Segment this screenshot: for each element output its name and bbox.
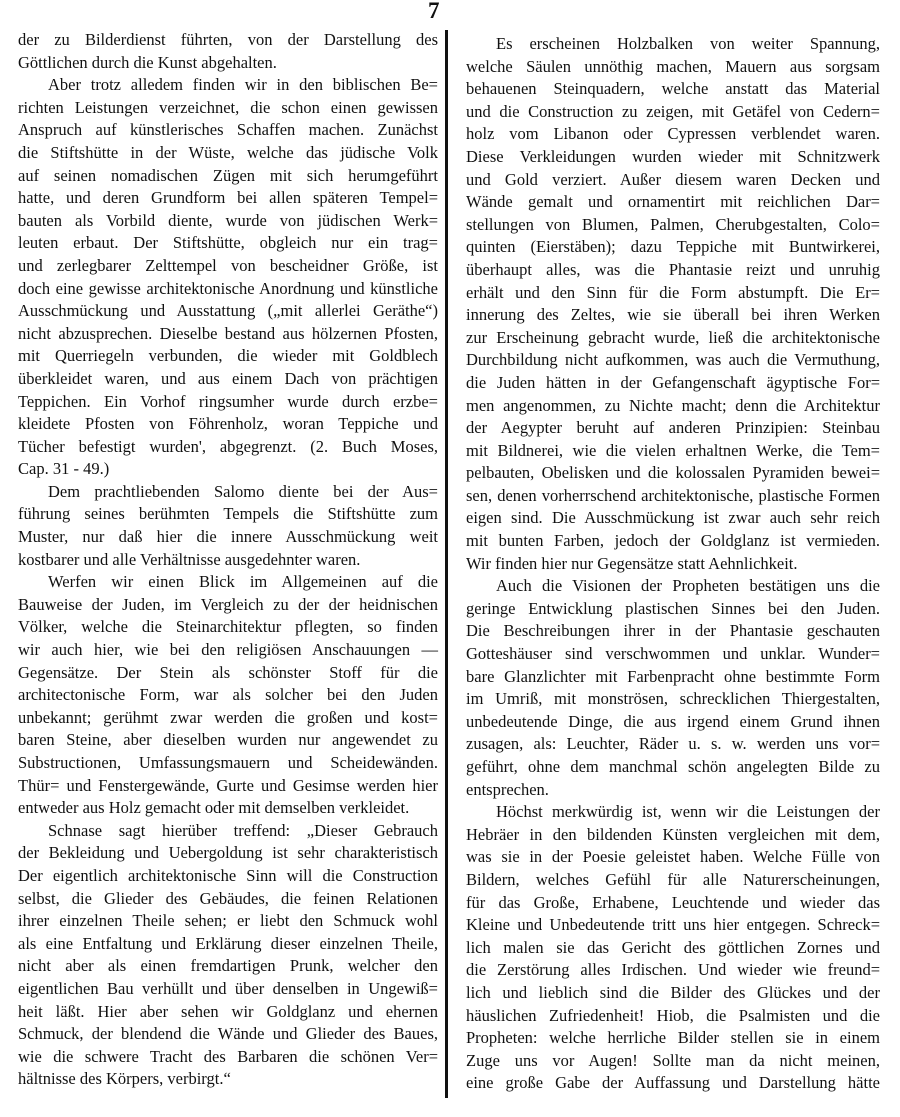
text-line: Wände gemalt und ornamentirt mit reichlichen Dar= <box>466 192 880 212</box>
paragraph <box>466 801 880 1095</box>
paragraph <box>466 33 880 575</box>
text-line: Gotteshäuser sind verschwommen und unklar. Wunder= <box>466 644 880 664</box>
text-line: behauenen Steinquadern, welche anstatt das Material <box>466 79 880 99</box>
text-line: zusagen, als: Leuchter, Räder u. s. w. werden uns vor= <box>466 734 880 754</box>
text-line: geringe Entwicklung plastischen Sinnes bei den Juden. <box>466 598 880 618</box>
text-line: Wir finden hier nur Gegensätze statt Aehnlichkeit. <box>466 553 798 573</box>
text-line: Cap. 31 - 49.) <box>18 459 110 479</box>
text-line: Aber trotz alledem finden wir in den biblischen Be= <box>48 75 438 95</box>
text-line: innerung des Zeltes, wie sie überall bei ihren Werken <box>466 305 880 325</box>
text-line: entweder aus Holz gemacht oder mit demselben verkleidet. <box>18 798 410 818</box>
text-line: überkleidet waren, und aus einem Dach von prächtigen <box>18 368 438 388</box>
paragraph <box>466 575 880 801</box>
text-column-left <box>18 29 438 1091</box>
text-line: Propheten: welche herrliche Bilder stellen sie in einem <box>466 1028 880 1048</box>
text-line: Göttlichen durch die Kunst abgehalten. <box>18 52 277 72</box>
text-line: baren Steine, aber dieselben wurden nur angewendet zu <box>18 730 438 750</box>
text-line: bare Glanzlichter mit Farbenpracht ohne bestimmte Form <box>466 666 880 686</box>
text-line: führung seines berühmten Tempels die Stiftshütte zum <box>18 504 438 524</box>
text-line: zur Erscheinung gebracht wurde, ließ die architektonische <box>466 327 880 347</box>
text-line: Die Beschreibungen ihrer in der Phantasie geschauten <box>466 621 880 641</box>
text-line: Auch die Visionen der Propheten bestätigen uns die <box>496 576 880 596</box>
text-line: Gegensätze. Der Stein als schönster Stoff für die <box>18 662 438 682</box>
text-line: Höchst merkwürdig ist, wenn wir die Leistungen der <box>496 802 880 822</box>
text-line: die Juden hätten in der Gefangenschaft ägyptische For= <box>466 372 880 392</box>
text-line: Hebräer in den bildenden Künsten vergleichen mit dem, <box>466 824 880 844</box>
text-line: doch eine gewisse architektonische Anordnung und künstliche <box>18 278 438 298</box>
text-line: unbekannt; gerühmt zwar werden die großen und kost= <box>18 707 438 727</box>
text-line: Es erscheinen Holzbalken von weiter Spannung, <box>496 34 880 53</box>
text-line: Thür= und Fenstergewände, Gurte und Gesimse werden hier <box>18 775 438 795</box>
text-line: mit Bildnerei, wie die vielen erhaltnen Werke, die Tem= <box>466 440 880 460</box>
text-line: bauten als Vorbild diente, wurde von jüdischen Werk= <box>18 210 438 230</box>
text-line: kostbarer und alle Verhältnisse ausgedehnter waren. <box>18 549 361 569</box>
text-line: kleidete Pfosten von Föhrenholz, woran Teppiche und <box>18 414 438 434</box>
text-line: heit läßt. Hier aber sehen wir Goldglanz und ehernen <box>18 1001 438 1021</box>
text-line: im Umriß, mit monströsen, schrecklichen Thiergestalten, <box>466 689 880 709</box>
text-line: nicht aber als einen fremdartigen Prunk, welcher den <box>18 956 438 976</box>
text-line: und die Construction zu zeigen, mit Getäfel von Cedern= <box>466 101 880 121</box>
text-line: wie die schwere Tracht des Barbaren die schönen Ver= <box>18 1046 438 1066</box>
text-line: holz vom Libanon oder Cypressen verblendet waren. <box>466 124 880 144</box>
text-line: Schmuck, der blendend die Wände und Glieder des Baues, <box>18 1024 438 1044</box>
text-line: Werfen wir einen Blick im Allgemeinen auf die <box>48 572 438 592</box>
text-line: erhält und den Sinn für die Form abstumpft. Die Er= <box>466 282 880 302</box>
text-line: selbst, die Glieder des Gebäudes, die feinen Relationen <box>18 888 438 908</box>
text-line: mit Querriegeln verbunden, die wieder mit Goldblech <box>18 346 438 366</box>
text-line: Zuge uns vor Augen! Sollte man da nicht meinen, <box>466 1050 880 1070</box>
text-line: Anspruch auf künstlerisches Schaffen machen. Zunächst <box>18 120 438 140</box>
text-line: architectonische Form, war als solcher bei den Juden <box>18 685 438 705</box>
text-line: leuten erbaut. Der Stiftshütte, obgleich nur ein trag= <box>18 233 438 253</box>
text-line: Völker, welche die Steinarchitektur pflegten, so finden <box>18 617 438 637</box>
column-divider <box>445 30 448 1098</box>
text-line: welche Säulen unnöthig machen, Mauern aus sorgsam <box>466 56 880 76</box>
text-line: pelbauten, Obelisken und die kolossalen Pyramiden bewei= <box>466 463 880 483</box>
text-line: Bildern, welches Gefühl für alle Naturerscheinungen, <box>466 869 880 889</box>
text-line: Muster, nur daß hier die innere Ausschmückung weit <box>18 527 438 547</box>
text-line: der Bekleidung und Uebergoldung ist sehr charakteristisch <box>18 843 438 863</box>
paragraph <box>18 74 438 481</box>
text-line: Substructionen, Umfassungsmauern und Scheidewänden. <box>18 753 438 772</box>
text-line: Dem prachtliebenden Salomo diente bei der Aus= <box>48 481 438 501</box>
text-line: häuslichen Zufriedenheit! Hiob, die Psalmisten und die <box>466 1005 880 1025</box>
text-line: die Stiftshütte in der Wüste, welche das jüdische Volk <box>18 142 438 162</box>
text-line: Ausschmückung und Ausstattung („mit allerlei Geräthe“) <box>18 301 438 321</box>
text-line: quinten (Eierstäben); dazu Teppiche mit Buntwirkerei, <box>466 237 880 257</box>
page-number: 7 <box>428 0 440 23</box>
text-line: eine große Gabe der Auffassung und Darstellung hätte <box>466 1073 880 1093</box>
text-line: auf seinen nomadischen Zügen mit sich herumgeführt <box>18 165 438 185</box>
text-line: eigentlichen Bau verhüllt und über denselben in Ungewiß= <box>18 978 438 998</box>
text-line: was sie in der Poesie geleistet haben. Welche Fülle von <box>466 847 880 867</box>
paragraph <box>18 29 438 74</box>
text-line: wir auch hier, wie bei den religiösen Anschauungen — <box>18 640 438 660</box>
text-line: als eine Entfaltung und Erklärung dieser einzelnen Theile, <box>18 933 438 953</box>
text-line: Tücher befestigt wurden', abgegrenzt. (2. Buch Moses, <box>18 436 438 456</box>
text-line: für das Große, Erhabene, Leuchtende und wieder das <box>466 892 880 912</box>
text-line: sen, denen vorherrschend architektonische, plastische Formen <box>466 485 880 505</box>
text-line: überhaupt alles, was die Phantasie reizt und unruhig <box>466 259 880 279</box>
text-line: Kleine und Unbedeutende tritt uns hier entgegen. Schreck= <box>466 915 880 935</box>
text-column-right <box>466 33 880 1095</box>
text-line: eigen sind. Die Ausschmückung ist zwar auch sehr reich <box>466 508 880 528</box>
text-line: unbedeutende Dinge, die aus irgend einem Grund ihnen <box>466 711 880 731</box>
text-line: Bauweise der Juden, im Vergleich zu der der heidnischen <box>18 594 438 614</box>
paragraph <box>18 820 438 1091</box>
text-line: Teppichen. Ein Vorhof ringsumher wurde durch erzbe= <box>18 391 438 411</box>
text-line: Diese Verkleidungen wurden wieder mit Schnitzwerk <box>466 146 880 166</box>
text-line: hältnisse des Körpers, verbirgt.“ <box>18 1069 231 1089</box>
text-line: und zerlegbarer Zelttempel von bescheidner Größe, ist <box>18 255 438 275</box>
text-line: und Gold verziert. Außer diesem waren Decken und <box>466 169 880 189</box>
text-line: der Aegypter beruht auf anderen Prinzipien: Steinbau <box>466 418 880 438</box>
text-line: geführt, ohne dem manchmal schön angelegten Bilde zu <box>466 757 880 776</box>
text-line: hatte, und deren Grundform bei allen späteren Tempel= <box>18 188 438 208</box>
text-line: der zu Bilderdienst führten, von der Darstellung des <box>18 30 438 49</box>
text-line: men angenommen, zu Nichte macht; denn die Architektur <box>466 395 880 415</box>
text-line: Schnase sagt hierüber treffend: „Dieser Gebrauch <box>48 820 438 840</box>
paragraph <box>18 481 438 571</box>
text-line: entsprechen. <box>466 779 549 799</box>
text-line: Durchbildung nicht aufkommen, was auch die Vermuthung, <box>466 350 880 370</box>
paragraph <box>18 571 438 820</box>
text-line: richten Leistungen verzeichnet, die schon einen gewissen <box>18 97 438 117</box>
text-line: Der eigentlich architektonische Sinn will die Construction <box>18 865 438 885</box>
text-line: lich malen sie das Gericht des göttlichen Zornes und <box>466 937 880 957</box>
text-line: die Zerstörung alles Irdischen. Und wieder wie freund= <box>466 960 880 980</box>
text-line: nicht abzusprechen. Dieselbe bestand aus hölzernen Pfosten, <box>18 323 438 343</box>
text-line: mit bunten Farben, jedoch der Goldglanz ist vermieden. <box>466 531 880 551</box>
text-line: lich und lieblich sind die Bilder des Glückes und der <box>466 982 880 1002</box>
text-line: stellungen von Blumen, Palmen, Cherubgestalten, Colo= <box>466 214 880 234</box>
text-line: ihrer einzelnen Theile sehen; er liebt den Schmuck wohl <box>18 911 438 931</box>
